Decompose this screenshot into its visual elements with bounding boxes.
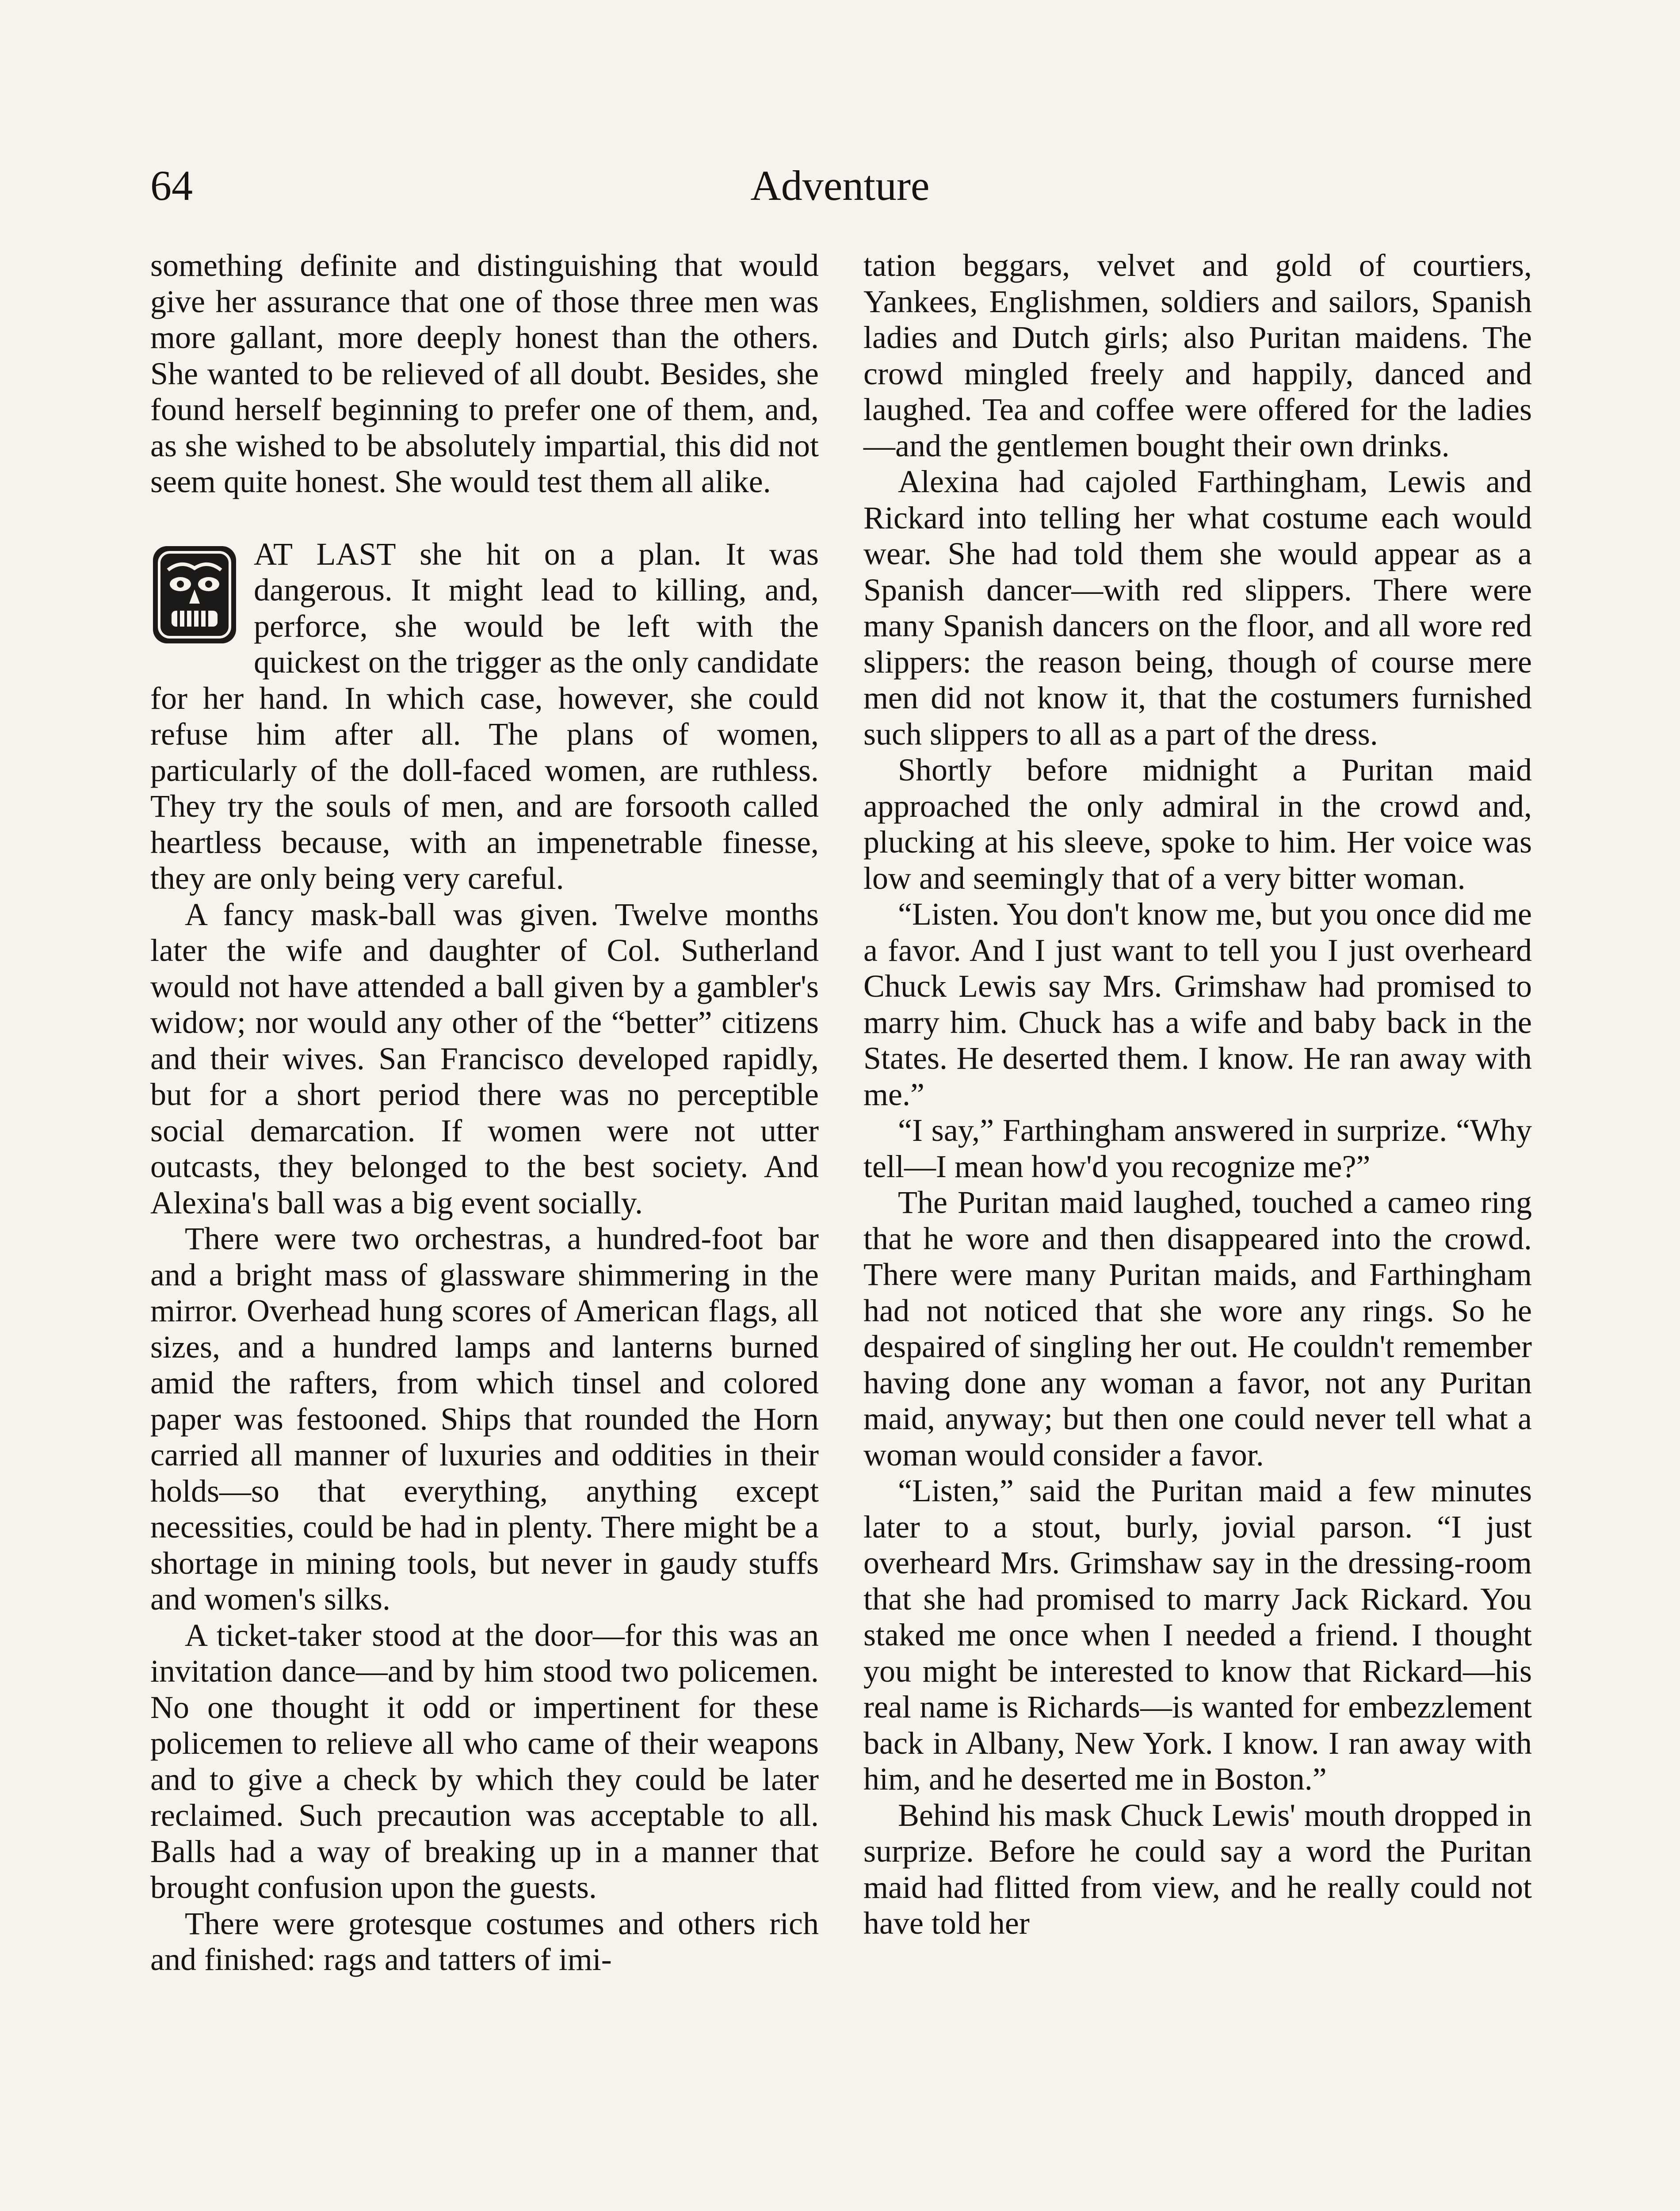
paragraph: The Puritan maid laughed, touched a cameo ring that he wore and then disappeared into the crowd. There were many Puritan maids, and Farthingham had not noticed that she wore any rings. So he despaired of singling her out. He couldn't remember having done any woman a favor, not any Puritan maid, anyway; but then one could never tell what a woman would consider a favor. — [863, 1185, 1532, 1473]
paragraph: A fancy mask-ball was given. Twelve months later the wife and daughter of Col. Sutherland would not have attended a ball given by a gambler's widow; nor would any other of the “better” citizens and their wives. San Francisco developed rapidly, but for a short period there was no perceptible social demarcation. If women were not utter outcasts, they belonged to the best society. And Alexina's ball was a big event socially. — [150, 896, 819, 1220]
page-number: 64 — [150, 162, 193, 209]
paragraph: There were two orchestras, a hundred-foot bar and a bright mass of glassware shimmering in the mirror. Overhead hung scores of American flags, all sizes, and a hundred lamps and lanterns burned amid the rafters, from which tinsel and colored paper was festooned. Ships that rounded the Horn carried all manner of luxuries and oddities in their holds—so that everything, anything except necessities, could be had in plenty. There might be a shortage in mining tools, but never in gaudy stuffs and women's silks. — [150, 1221, 819, 1617]
page-header — [150, 157, 1530, 219]
paragraph: Shortly before midnight a Puritan maid approached the only admiral in the crowd and, plucking at his sleeve, spoke to him. Her voice was low and seemingly that of a very bitter woman. — [863, 752, 1532, 896]
paragraph: “Listen. You don't know me, but you once did me a favor. And I just want to tell you I just overheard Chuck Lewis say Mrs. Grimshaw had promised to marry him. Chuck has a wife and baby back in the States. He deserted them. I know. He ran away with me.” — [863, 896, 1532, 1112]
paragraph: “Listen,” said the Puritan maid a few minutes later to a stout, burly, jovial parson. “I just overheard Mrs. Grimshaw say in the dressing-room that she had promised to marry Jack Rickard. You staked me once when I needed a friend. I thought you might be interested to know that Rickard—his real name is Richards—is wanted for embezzlement back in Albany, New York. I know. I ran away with him, and he deserted me in Boston.” — [863, 1473, 1532, 1797]
paragraph: Alexina had cajoled Farthingham, Lewis and Rickard into telling her what costume each would wear. She had told them she would appear as a Spanish dancer—with red slippers. There were many Spanish dancers on the floor, and all wore red slippers: the reason being, though of course mere men did not know it, that the costumers furnished such slippers to all as a part of the dress. — [863, 464, 1532, 752]
paragraph: A ticket-taker stood at the door—for this was an invitation dance—and by him stood two policemen. No one thought it odd or impertinent for these policemen to relieve all who came of their weapons and to give a check by which they could be later reclaimed. Such precaution was acceptable to all. Balls had a way of breaking up in a manner that brought confusion upon the guests. — [150, 1617, 819, 1905]
paragraph: something definite and distinguishing that would give her assurance that one of those three men was more gallant, more deeply honest than the others. She wanted to be relieved of all doubt. Besides, she found herself beginning to prefer one of them, and, as she wished to be absolutely impartial, this did not seem quite honest. She would test them all alike. — [150, 248, 819, 499]
totem-face-icon — [150, 543, 239, 646]
paragraph: There were grotesque costumes and others rich and finished: rags and tatters of imi- — [150, 1905, 819, 1977]
left-column — [150, 248, 819, 1978]
running-title: Adventure — [750, 162, 930, 209]
paragraph-text: AT LAST she hit on a plan. It was dangerous. It might lead to killing, and, perforce, she would be left with the quickest on the trigger as the only candidate for her hand. In which case, however, she could refuse him after all. The plans of women, particularly of the doll-faced women, are ruthless. They try the souls of men, and are forsooth called heartless because, with an impenetrable finesse, they are only being very careful. — [150, 536, 819, 896]
paragraph: tation beggars, velvet and gold of courtiers, Yankees, Englishmen, soldiers and sailors, Spanish ladies and Dutch girls; also Puritan maidens. The crowd mingled freely and happily, danced and laughed. Tea and coffee were offered for the ladies—and the gentlemen bought their own drinks. — [863, 248, 1532, 463]
paragraph-dropcap — [150, 536, 819, 897]
paragraph: Behind his mask Chuck Lewis' mouth dropped in surprize. Before he could say a word the Puritan maid had flitted from view, and he really could not have told her — [863, 1797, 1532, 1941]
right-column — [863, 248, 1532, 1942]
paragraph: “I say,” Farthingham answered in surprize. “Why tell—I mean how'd you recognize me?” — [863, 1113, 1532, 1184]
